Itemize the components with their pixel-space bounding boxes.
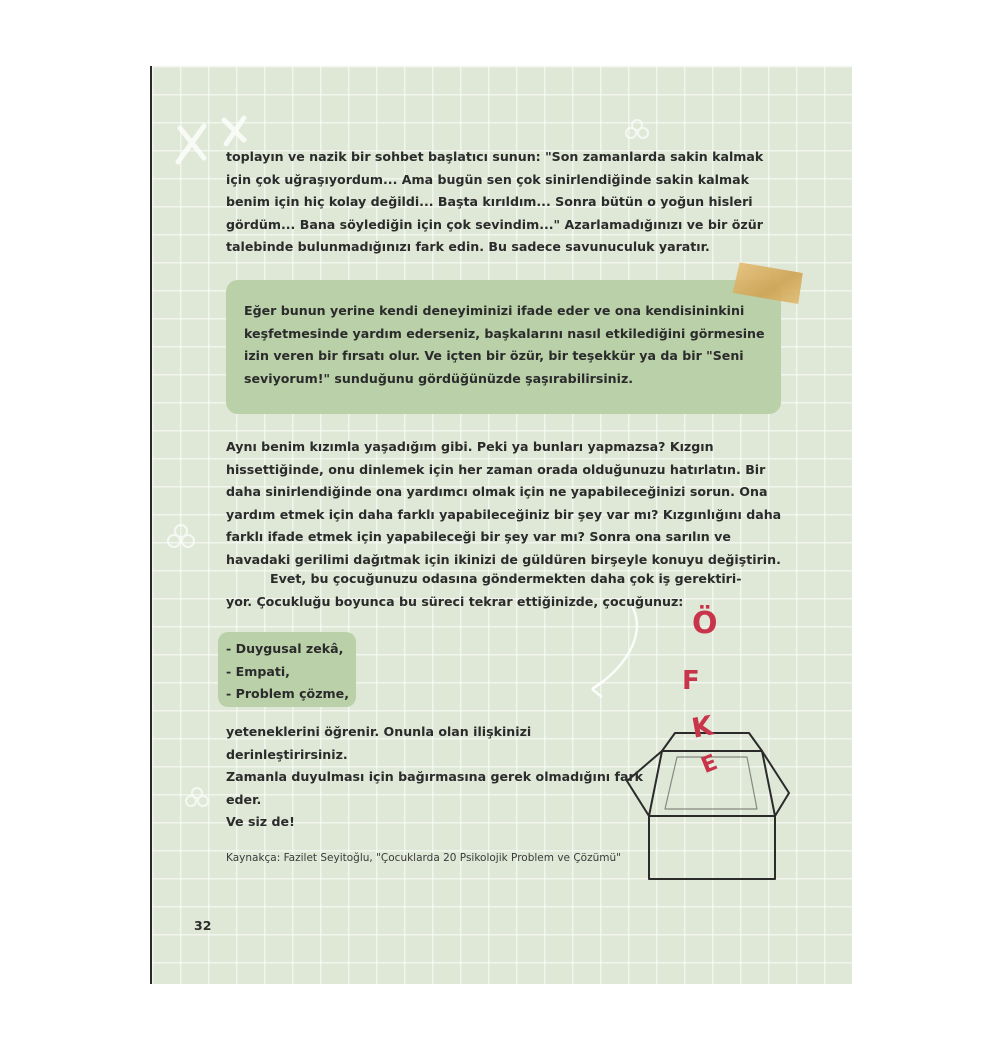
paragraph-lead-line: yor. Çocukluğu boyunca bu süreci tekrar ettiğinizde, çocuğunuz: [226,593,684,609]
reference-text: Kaynakça: Fazilet Seyitoğlu, "Çocuklarda 20 Psikolojik Problem ve Çözümü" [226,852,621,864]
list-item: - Empati, [226,663,290,679]
illustration-letter: E [697,750,722,779]
paragraph-lead [226,568,746,613]
doodle-arrow-icon [582,601,652,701]
illustration-letter: F [682,666,700,696]
book-page [150,66,852,984]
paragraph-intro: toplayın ve nazik bir sohbet başlatıcı sunun: "Son zamanlarda sakin kalmak için çok uğraşıyordum... Ama bugün sen çok sinirlendiğinde sakin kalmak benim için hiç kolay değildi... Başta kırıldım... Sonra bütün o yoğun hisleri gördüm... Bana söylediğin için çok sevindim..." Azarlamadığınızı ve bir özür talebinde bulunmadığınızı fark edin. Bu sadece savunuculuk yaratır. [226,149,764,255]
paragraph-lead-line: Evet, bu çocuğunuzu odasına göndermekten daha çok iş gerektiri- [270,571,742,586]
open-box-illustration [617,721,797,896]
doodle-flower-icon [182,784,212,814]
list-item: - Problem çözme, [226,686,349,702]
illustration-letter: K [689,710,716,745]
paragraph-conclusion-line: Zamanla duyulması için bağırmasına gerek olmadığını fark eder. [226,769,644,807]
paragraph-conclusion-line: yeteneklerini öğrenir. Onunla olan ilişkinizi derinleştirirsiniz. [226,724,532,762]
list-item: - Duygusal zekâ, [226,641,344,656]
doodle-flower-icon [622,116,652,146]
paragraph-body: Aynı benim kızımla yaşadığım gibi. Peki ya bunları yapmazsa? Kızgın hissettiğinde, onu dinlemek için her zaman orada olduğunuzu hatırlatın. Bir daha sinirlendiğinde ona yardımcı olmak için ne yapabileceğinizi sorun. Ona yardım etmek için daha farklı yapabileceğiniz bir şey var mı? Kızgınlığını daha farklı ifade etmek için yapabileceği bir şey var mı? Sonra ona sarılın ve havadaki gerilimi dağıtmak için ikinizi de güldüren birşeyle konuyu değiştirin. [226,439,782,567]
paragraph-conclusion-line: Ve siz de! [226,814,295,830]
illustration-letter: Ö [692,606,718,641]
paragraph-conclusion [226,721,646,834]
doodle-flower-icon [164,521,198,555]
callout-box [226,280,781,414]
skills-list-box [218,632,356,707]
callout-text: Eğer bunun yerine kendi deneyiminizi ifade eder ve ona kendisininkini keşfetmesinde yardım ederseniz, başkalarını nasıl etkilediğini görmesine izin veren bir fırsatı olur. Ve içten bir özür, bir teşekkür ya da bir "Seni seviyorum!" sunduğunu gördüğünüzde şaşırabilirsiniz. [244,303,765,386]
page-number: 32 [194,918,212,933]
skills-list [226,638,356,706]
